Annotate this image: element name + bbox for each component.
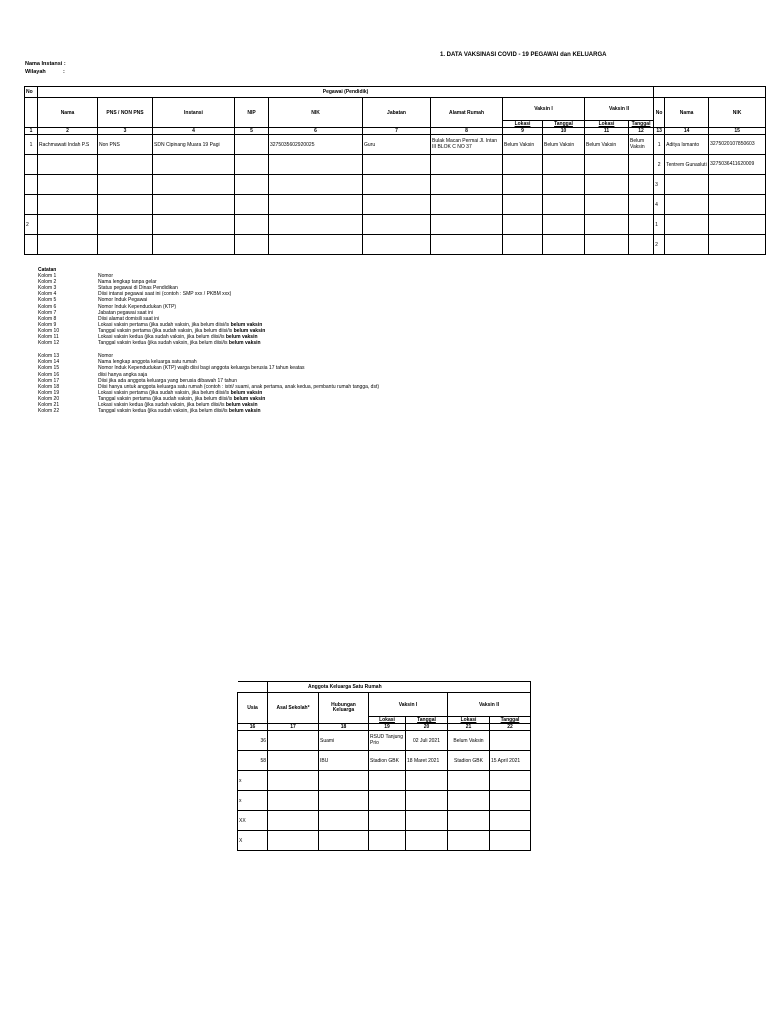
header-vaksin-2: Vaksin II xyxy=(585,98,654,121)
table-row: X xyxy=(238,831,531,851)
note-key: Kolom 7 xyxy=(38,309,57,316)
note-key: Kolom 6 xyxy=(38,303,57,310)
note-key: Kolom 1 xyxy=(38,273,57,280)
note-value: Tanggal vaksin kedua (jika sudah vaksin, jika belum diisi/is belum vaksin xyxy=(98,408,261,415)
note-value: Diisi alamat domisili saat ini xyxy=(98,315,160,322)
fam-header-vaksin-1: Vaksin I xyxy=(369,693,448,717)
col-num: 5 xyxy=(235,128,269,135)
header-lokasi-1: Lokasi xyxy=(503,121,543,128)
note-key: Kolom 8 xyxy=(38,315,57,322)
col-num: 14 xyxy=(665,128,709,135)
note-value: Lokasi vaksin kedua (jika sudah vaksin, jika belum diisi/is belum vaksin xyxy=(98,401,258,408)
note-value: Nomor xyxy=(98,353,114,360)
col-num: 12 xyxy=(629,128,654,135)
header-nik: NIK xyxy=(269,98,363,128)
col-num: 7 xyxy=(363,128,431,135)
instansi-label: Nama Instansi : xyxy=(25,61,66,67)
note-key: Kolom 4 xyxy=(38,291,57,298)
col-num: 19 xyxy=(369,724,406,731)
table-row: 2 xyxy=(25,235,766,255)
note-value: Jabatan pegawai saat ini xyxy=(98,309,154,316)
col-num: 13 xyxy=(654,128,665,135)
header-tanggal-2: Tanggal xyxy=(629,121,654,128)
col-num: 11 xyxy=(585,128,629,135)
note-value: Nomor xyxy=(98,273,114,280)
fam-header-group: Anggota Keluarga Satu Rumah xyxy=(268,682,531,693)
note-item xyxy=(38,408,379,414)
header-nik-2: NIK xyxy=(709,98,766,128)
note-value: Nomor Induk Kependudukan (KTP) wajib diisi bagi anggota keluarga berusia 17 tahun keatas xyxy=(98,365,305,372)
note-value: diisi hanya angka saja xyxy=(98,371,148,378)
note-value: Lokasi vaksin kedua (jika sudah vaksin, jika belum diisi/is belum vaksin xyxy=(98,334,258,341)
table-row: 3 xyxy=(25,175,766,195)
table-row: x xyxy=(238,791,531,811)
fam-header-lokasi-1: Lokasi xyxy=(369,717,406,724)
table-row: 2 1 xyxy=(25,215,766,235)
note-value: Diisi hanya untuk anggota keluarga satu rumah (contoh : istri/ suami, anak pertama, anak kedua, pembantu rumah tangga, dst) xyxy=(98,383,379,390)
col-num: 8 xyxy=(431,128,503,135)
header-pns: PNS / NON PNS xyxy=(98,98,153,128)
employee-table xyxy=(24,86,766,255)
note-key: Kolom 2 xyxy=(38,279,57,286)
header-jabatan: Jabatan xyxy=(363,98,431,128)
col-num: 3 xyxy=(98,128,153,135)
note-key: Kolom 14 xyxy=(38,359,60,366)
note-value: Diisi jika ada anggota keluarga yang berusia dibawah 17 tahun xyxy=(98,377,237,384)
header-instansi: Instansi xyxy=(153,98,235,128)
note-key: Kolom 13 xyxy=(38,353,60,360)
note-value: Tanggal vaksin pertama (jika sudah vaksin, jika belum diisi/is belum vaksin xyxy=(98,395,266,402)
header-no-2: No xyxy=(654,98,665,128)
note-value: Tanggal vaksin pertama (jika sudah vaksin, jika belum diisi/is belum vaksin xyxy=(98,327,266,334)
fam-header-lokasi-2: Lokasi xyxy=(448,717,490,724)
note-key: Kolom 12 xyxy=(38,340,60,347)
fam-header-tanggal-1: Tanggal xyxy=(406,717,448,724)
note-key: Kolom 19 xyxy=(38,389,60,396)
header-vaksin-1: Vaksin I xyxy=(503,98,585,121)
fam-header-usia: Usia xyxy=(238,693,268,724)
note-key: Kolom 5 xyxy=(38,297,57,304)
note-value: Lokasi vaksin pertama (jika sudah vaksin, jika belum diisi/is belum vaksin xyxy=(98,321,263,328)
note-key: Kolom 15 xyxy=(38,365,60,372)
table-row: 4 xyxy=(25,195,766,215)
wilayah-label: Wilayah : xyxy=(25,69,65,75)
table-row: XX xyxy=(238,811,531,831)
fam-header-asal: Asal Sekolah* xyxy=(268,693,319,724)
col-num: 2 xyxy=(38,128,98,135)
col-num: 15 xyxy=(709,128,766,135)
note-key: Kolom 9 xyxy=(38,321,57,328)
header-nip: NIP xyxy=(235,98,269,128)
col-num: 22 xyxy=(490,724,531,731)
note-key: Kolom 20 xyxy=(38,395,60,402)
col-num: 10 xyxy=(543,128,585,135)
col-num: 18 xyxy=(319,724,369,731)
note-key: Kolom 10 xyxy=(38,327,60,334)
col-num: 21 xyxy=(448,724,490,731)
header-lokasi-2: Lokasi xyxy=(585,121,629,128)
table-row: 58 IBU Stadion GBK 18 Maret 2021 Stadion GBK 15 April 2021 xyxy=(238,751,531,771)
header-pegawai-group: Pegawai (Pendidik) xyxy=(38,87,654,98)
family-table xyxy=(237,681,531,851)
header-no: No xyxy=(25,87,38,98)
note-value: Nama lengkap tanpa gelar xyxy=(98,279,157,286)
header-tanggal-1: Tanggal xyxy=(543,121,585,128)
note-value: Nama lengkap anggota keluarga satu rumah xyxy=(98,359,197,366)
header-nama: Nama xyxy=(38,98,98,128)
note-value: Tanggal vaksin kedua (jika sudah vaksin, jika belum diisi/is belum vaksin xyxy=(98,340,261,347)
col-num: 20 xyxy=(406,724,448,731)
note-key: Kolom 16 xyxy=(38,371,60,378)
note-key: Kolom 11 xyxy=(38,334,59,341)
note-value: Lokasi vaksin pertama (jika sudah vaksin, jika belum diisi/is belum vaksin xyxy=(98,389,263,396)
table-row: 1 Rachmawati Indah P.S Non PNS SDN Cipinang Muara 19 Pagi 3275035602920025 Guru Bulak Macan Permai Jl. Intan III BLOK C NO 37 Belum Vaksin Belum Vaksin Belum Vaksin Belum Vaksin 1 Aditya Ismanto 3275020107850603 xyxy=(25,135,766,155)
col-num: 17 xyxy=(268,724,319,731)
note-value: Nomor Induk Kependudukan (KTP) xyxy=(98,303,177,310)
table-row: 2 Tentrem Gunasluti 3275036411620009 xyxy=(25,155,766,175)
header-alamat: Alamat Rumah xyxy=(431,98,503,128)
note-key: Kolom 22 xyxy=(38,408,60,415)
col-num: 6 xyxy=(269,128,363,135)
col-num: 16 xyxy=(238,724,268,731)
fam-header-vaksin-2: Vaksin II xyxy=(448,693,531,717)
note-value: Status pegawai di Dinas Pendidikan xyxy=(98,285,178,292)
note-value: Diisi intansi pegawai saat ini (contoh : SMP xxx / PKBM xxx) xyxy=(98,291,232,298)
note-key: Kolom 18 xyxy=(38,383,60,390)
col-num: 1 xyxy=(25,128,38,135)
note-key: Kolom 17 xyxy=(38,377,60,384)
notes-section xyxy=(38,267,379,414)
note-key: Kolom 21 xyxy=(38,401,60,408)
table-row: x xyxy=(238,771,531,791)
table-row: 36 Suami RSUD Tanjung Prio 02 Juli 2021 Belum Vaksin xyxy=(238,731,531,751)
col-num: 4 xyxy=(153,128,235,135)
note-value: Nomor Induk Pegawai xyxy=(98,297,148,304)
fam-header-tanggal-2: Tanggal xyxy=(490,717,531,724)
document-title: 1. DATA VAKSINASI COVID - 19 PEGAWAI dan KELUARGA xyxy=(440,52,607,58)
col-num: 9 xyxy=(503,128,543,135)
notes-heading: Catatan xyxy=(38,267,57,273)
header-nama-2: Nama xyxy=(665,98,709,128)
note-key: Kolom 3 xyxy=(38,285,57,292)
fam-header-hubungan: Hubungan Keluarga xyxy=(319,693,369,724)
